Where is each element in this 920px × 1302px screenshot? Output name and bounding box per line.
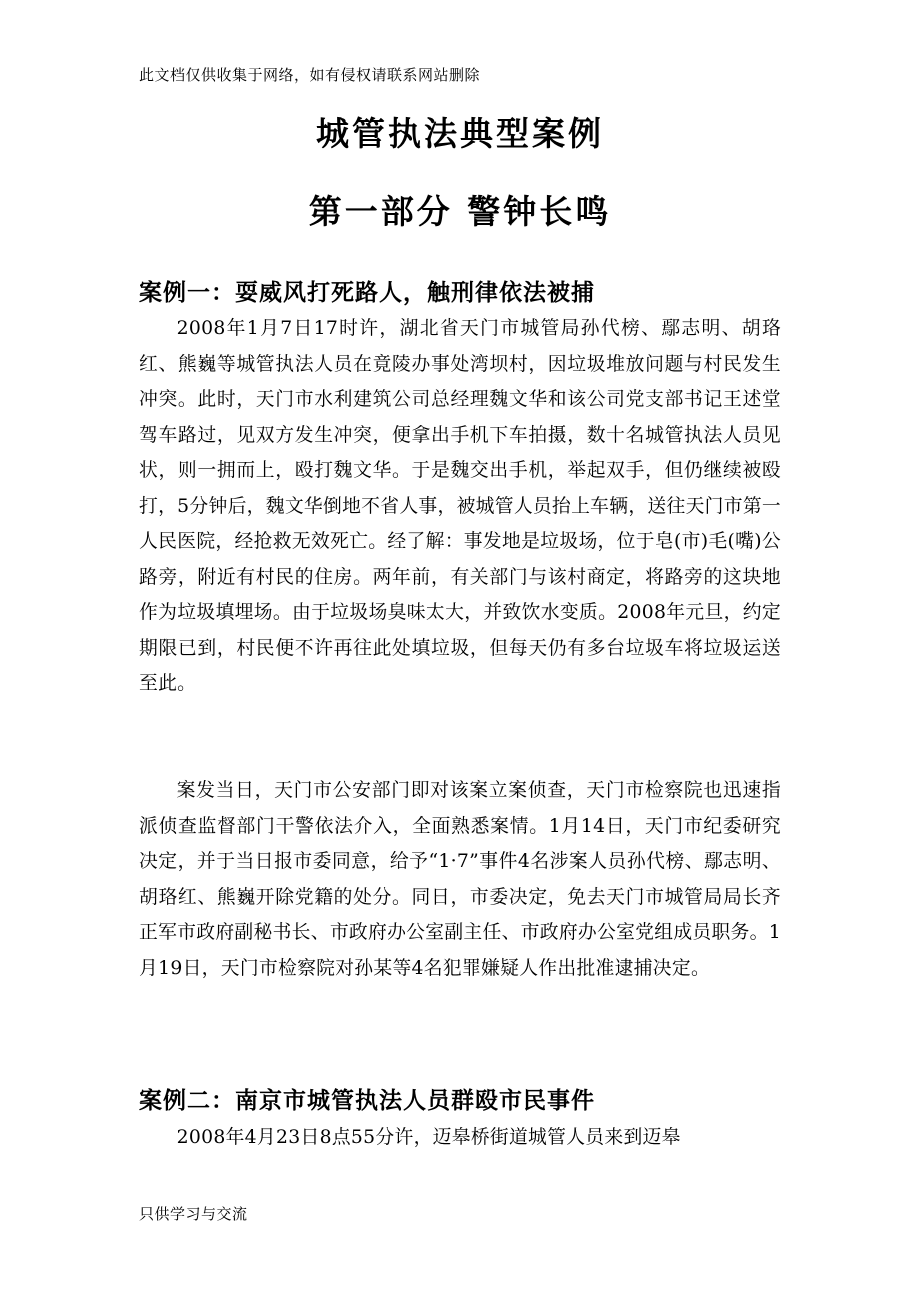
document-title: 城管执法典型案例 [316, 114, 604, 153]
case-1-paragraph-1: 2008年1月7日17时许，湖北省天门市城管局孙代榜、鄢志明、胡珞红、熊巍等城管执法人员在竟陵办事处湾坝村，因垃圾堆放问题与村民发生冲突。此时，天门市水利建筑公司总经理魏文华和该公司党支部书记王述堂驾车路过，见双方发生冲突，便拿出手机下车拍摄，数十名城管执法人员见状，则一拥而上，殴打魏文华。于是魏交出手机，举起双手，但仍继续被殴打，5分钟后，魏文华倒地不省人事，被城管人员抬上车辆，送往天门市第一人民医院，经抢救无效死亡。经了解：事发地是垃圾场，位于皂(市)毛(嘴)公路旁，附近有村民的住房。两年前，有关部门与该村商定，将路旁的这块地作为垃圾填埋场。由于垃圾场臭味太大，并致饮水变质。2008年元旦，约定期限已到，村民便不许再往此处填垃圾，但每天仍有多台垃圾车将垃圾运送至此。 [139, 318, 781, 694]
case-2-paragraph-1: 2008年4月23日8点55分许，迈皋桥街道城管人员来到迈皋 [176, 1127, 681, 1148]
header-disclaimer: 此文档仅供收集于网络，如有侵权请联系网站删除 [139, 66, 481, 84]
case-1-heading: 案例一：耍威风打死路人，触刑律依法被捕 [139, 279, 595, 306]
case-1-paragraph-2: 案发当日，天门市公安部门即对该案立案侦查，天门市检察院也迅速指派侦查监督部门干警依法介入，全面熟悉案情。1月14日，天门市纪委研究决定，并于当日报市委同意，给予“1·7”事件4名涉案人员孙代榜、鄢志明、胡珞红、熊巍开除党籍的处分。同日，市委决定，免去天门市城管局局长齐正军市政府副秘书长、市政府办公室副主任、市政府办公室党组成员职务。1月19日，天门市检察院对孙某等4名犯罪嫌疑人作出批准逮捕决定。 [139, 780, 781, 979]
footer-note: 只供学习与交流 [139, 1205, 248, 1223]
part-title: 第一部分 警钟长鸣 [308, 192, 612, 231]
case-2-heading: 案例二：南京市城管执法人员群殴市民事件 [139, 1087, 595, 1114]
